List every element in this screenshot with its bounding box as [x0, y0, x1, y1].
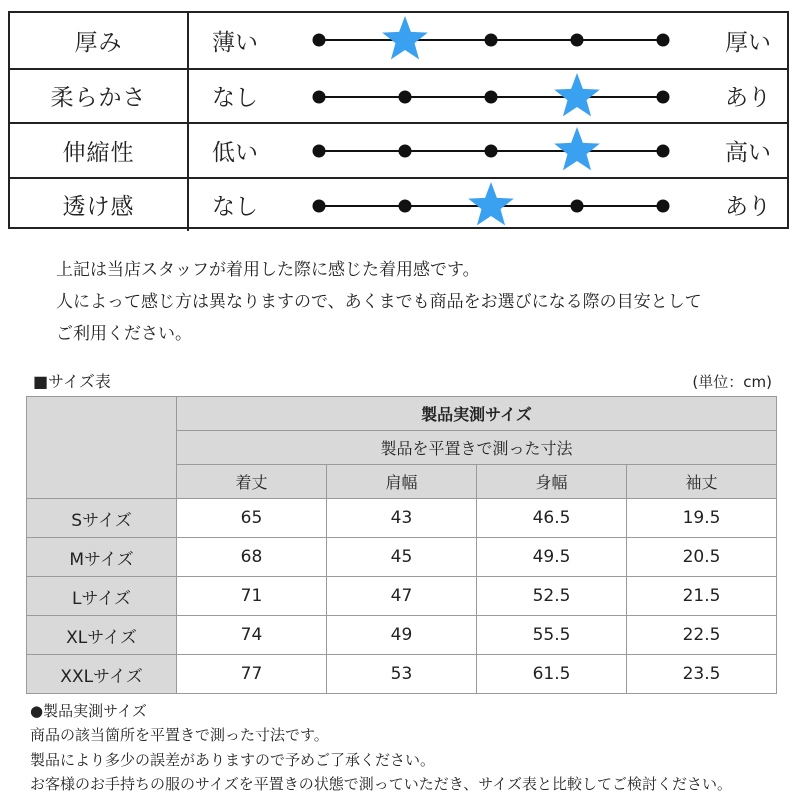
feel-row-max-label: 厚い [725, 29, 771, 56]
size-label: XLサイズ [27, 616, 177, 655]
feel-row-label: 伸縮性 [10, 124, 189, 177]
scale-dot [485, 34, 498, 47]
feel-note-line: 上記は当店スタッフが着用した際に感じた着用感です。 [56, 260, 480, 280]
table-cell: 43 [327, 499, 477, 538]
feel-scale [10, 179, 787, 232]
scale-dot [571, 199, 584, 212]
size-label: Sサイズ [27, 499, 177, 538]
column-header: 身幅 [477, 465, 627, 499]
scale-dot [485, 145, 498, 158]
feel-scale [10, 13, 787, 68]
table-cell: 52.5 [477, 577, 627, 616]
size-label: Lサイズ [27, 577, 177, 616]
table-cell: 21.5 [627, 577, 777, 616]
footer-line: 製品により多少の誤差がありますので予めご了承ください。 [30, 751, 436, 769]
table-cell: 49 [327, 616, 477, 655]
feel-row-label: 透け感 [10, 179, 189, 232]
feel-row-label: 柔らかさ [10, 70, 189, 123]
feel-row-min-label: なし [212, 85, 258, 112]
table-cell: 22.5 [627, 616, 777, 655]
feel-row-min-label: 薄い [212, 29, 258, 56]
scale-dot [313, 34, 326, 47]
star-icon [468, 182, 514, 225]
feel-scale [10, 124, 787, 177]
scale-dot [399, 145, 412, 158]
scale-dot [657, 199, 670, 212]
feel-row-max-label: あり [725, 194, 771, 221]
table-row [27, 577, 777, 616]
scale-dot [313, 90, 326, 103]
table-row [27, 499, 777, 538]
feel-row-max-label: 高い [725, 139, 771, 166]
table-row [27, 538, 777, 577]
feel-scale [10, 70, 787, 123]
feel-row-transparency [10, 177, 787, 232]
size-table-group-header: 製品実測サイズ [177, 397, 777, 431]
scale-dot [485, 90, 498, 103]
footer-heading: ●製品実測サイズ [30, 702, 147, 720]
size-table-sub-header: 製品を平置きで測った寸法 [177, 431, 777, 465]
feel-row-min-label: 低い [212, 139, 258, 166]
size-table [26, 396, 777, 694]
column-header: 肩幅 [327, 465, 477, 499]
feel-note-line: ご利用ください。 [56, 324, 192, 344]
scale-dot [399, 199, 412, 212]
fabric-feel-table [8, 11, 789, 229]
size-table-unit: (単位：cm) [692, 373, 772, 391]
feel-row-min-label: なし [212, 194, 258, 221]
column-header: 袖丈 [627, 465, 777, 499]
footer-line: お客様のお手持ちの服のサイズを平置きの状態で測っていただき、サイズ表と比較してご検討ください。 [30, 775, 733, 793]
table-row [27, 616, 777, 655]
scale-dot [657, 145, 670, 158]
footer-line: 商品の該当箇所を平置きで測った寸法です。 [30, 726, 329, 744]
table-cell: 61.5 [477, 655, 627, 694]
table-cell: 55.5 [477, 616, 627, 655]
table-cell: 77 [177, 655, 327, 694]
star-icon [554, 127, 600, 170]
star-icon [382, 16, 428, 59]
feel-row-softness [10, 68, 787, 123]
feel-row-max-label: あり [725, 85, 771, 112]
table-cell: 46.5 [477, 499, 627, 538]
star-icon [554, 73, 600, 116]
table-cell: 49.5 [477, 538, 627, 577]
feel-row-thickness [10, 13, 787, 68]
scale-dot [313, 199, 326, 212]
scale-dot [571, 34, 584, 47]
size-table-title: ■サイズ表 [33, 372, 111, 391]
scale-dot [313, 145, 326, 158]
table-cell: 20.5 [627, 538, 777, 577]
feel-row-label: 厚み [10, 13, 189, 68]
table-row [27, 655, 777, 694]
column-header: 着丈 [177, 465, 327, 499]
scale-dot [657, 90, 670, 103]
size-label: Mサイズ [27, 538, 177, 577]
scale-dot [399, 90, 412, 103]
table-cell: 65 [177, 499, 327, 538]
table-cell: 19.5 [627, 499, 777, 538]
table-cell: 53 [327, 655, 477, 694]
table-cell: 74 [177, 616, 327, 655]
table-cell: 45 [327, 538, 477, 577]
feel-note-line: 人によって感じ方は異なりますので、あくまでも商品をお選びになる際の目安として [56, 292, 702, 312]
table-cell: 68 [177, 538, 327, 577]
table-cell: 23.5 [627, 655, 777, 694]
feel-row-stretch [10, 122, 787, 177]
scale-dot [657, 34, 670, 47]
table-cell: 47 [327, 577, 477, 616]
table-cell: 71 [177, 577, 327, 616]
size-label: XXLサイズ [27, 655, 177, 694]
size-table-corner [27, 397, 177, 499]
